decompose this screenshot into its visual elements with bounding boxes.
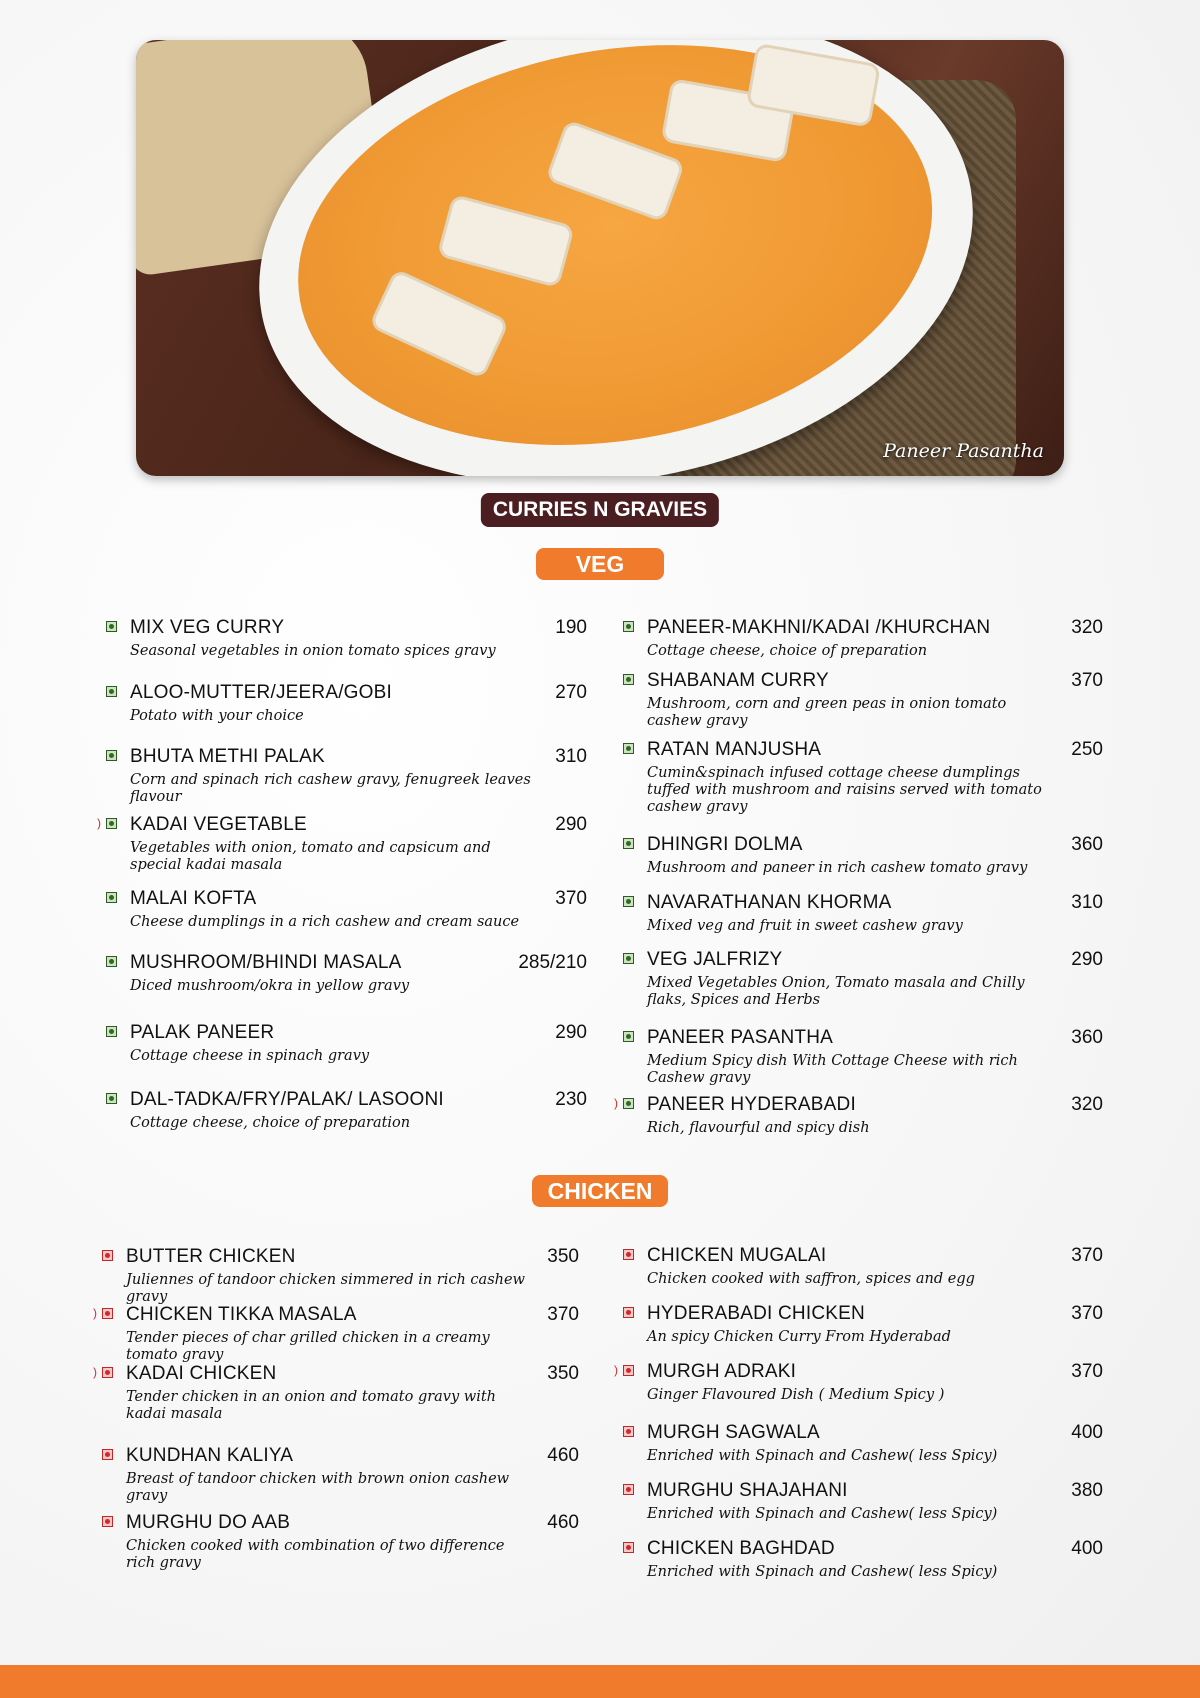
item-price: 400: [1071, 1422, 1103, 1443]
veg-heading: VEG: [536, 548, 664, 580]
item-price: 400: [1071, 1538, 1103, 1559]
item-name: MALAI KOFTA: [130, 888, 257, 909]
item-description: Potato with your choice: [130, 708, 304, 724]
item-price: 370: [1071, 670, 1103, 691]
veg-icon: [623, 743, 634, 754]
veg-icon: [106, 1093, 117, 1104]
menu-item: [647, 1303, 1103, 1346]
item-price: 190: [555, 617, 587, 638]
item-price: 380: [1071, 1480, 1103, 1501]
veg-icon: [623, 621, 634, 632]
veg-icon: [623, 953, 634, 964]
veg-icon: [106, 818, 117, 829]
item-price: 350: [547, 1363, 579, 1384]
menu-item: [126, 1246, 579, 1306]
menu-item: [647, 949, 1103, 1009]
item-description: Tender chicken in an onion and tomato gravy with kadai masala: [126, 1389, 497, 1422]
item-description: Juliennes of tandoor chicken simmered in rich cashew gravy: [126, 1272, 525, 1305]
non-veg-icon: [102, 1308, 113, 1319]
item-name: CHICKEN BAGHDAD: [647, 1538, 835, 1559]
item-description: Seasonal vegetables in onion tomato spices gravy: [130, 643, 496, 659]
item-description: Diced mushroom/okra in yellow gravy: [130, 978, 410, 994]
non-veg-icon: [623, 1365, 634, 1376]
non-veg-icon: [102, 1516, 113, 1527]
item-description: Mixed veg and fruit in sweet cashew gravy: [647, 918, 963, 934]
menu-item: [93, 1304, 579, 1364]
item-name: CHICKEN TIKKA MASALA: [126, 1304, 357, 1325]
menu-item: [647, 670, 1103, 730]
item-price: 290: [555, 1022, 587, 1043]
non-veg-icon: [102, 1449, 113, 1460]
section-title: CURRIES N GRAVIES: [481, 493, 719, 527]
item-name: CHICKEN MUGALAI: [647, 1245, 827, 1266]
menu-item: [647, 1027, 1103, 1087]
non-veg-icon: [623, 1542, 634, 1553]
item-description: Mushroom, corn and green peas in onion tomato cashew gravy: [647, 696, 1007, 729]
item-price: 290: [555, 814, 587, 835]
item-name: KUNDHAN KALIYA: [126, 1445, 294, 1466]
item-price: 285/210: [518, 952, 587, 973]
menu-item: [647, 834, 1103, 877]
menu-item: [614, 1361, 1103, 1404]
photo-caption: Paneer Pasantha: [883, 440, 1044, 462]
marker-icon: ): [93, 1306, 97, 1320]
menu-item: [647, 1245, 1103, 1288]
veg-icon: [106, 892, 117, 903]
item-description: Enriched with Spinach and Cashew( less Spicy): [647, 1564, 998, 1580]
item-name: DHINGRI DOLMA: [647, 834, 803, 855]
veg-icon: [623, 838, 634, 849]
item-description: An spicy Chicken Curry From Hyderabad: [647, 1329, 951, 1345]
non-veg-icon: [623, 1249, 634, 1260]
item-price: 290: [1071, 949, 1103, 970]
item-description: Corn and spinach rich cashew gravy, fenugreek leaves flavour: [130, 772, 531, 805]
item-name: MURGHU DO AAB: [126, 1512, 291, 1533]
item-name: VEG JALFRIZY: [647, 949, 783, 970]
menu-item: [130, 1022, 587, 1065]
item-description: Enriched with Spinach and Cashew( less Spicy): [647, 1448, 998, 1464]
item-price: 310: [1071, 892, 1103, 913]
veg-icon: [623, 674, 634, 685]
item-description: Chicken cooked with saffron, spices and egg: [647, 1271, 975, 1287]
item-name: MURGH SAGWALA: [647, 1422, 820, 1443]
menu-item: [126, 1445, 579, 1505]
item-description: Ginger Flavoured Dish ( Medium Spicy ): [647, 1387, 945, 1403]
item-price: 320: [1071, 1094, 1103, 1115]
item-description: Chicken cooked with combination of two difference rich gravy: [126, 1538, 505, 1571]
item-price: 460: [547, 1445, 579, 1466]
item-description: Cottage cheese, choice of preparation: [130, 1115, 411, 1131]
item-name: PANEER HYDERABADI: [647, 1094, 856, 1115]
item-name: PANEER PASANTHA: [647, 1027, 834, 1048]
item-price: 360: [1071, 1027, 1103, 1048]
veg-icon: [106, 956, 117, 967]
item-price: 350: [547, 1246, 579, 1267]
non-veg-icon: [102, 1367, 113, 1378]
item-description: Mushroom and paneer in rich cashew tomato gravy: [647, 860, 1028, 876]
veg-icon: [623, 1098, 634, 1109]
menu-item: [614, 1094, 1103, 1137]
item-name: DAL-TADKA/FRY/PALAK/ LASOONI: [130, 1089, 444, 1110]
item-description: Cottage cheese, choice of preparation: [647, 643, 928, 659]
non-veg-icon: [623, 1307, 634, 1318]
item-name: MURGH ADRAKI: [647, 1361, 797, 1382]
veg-icon: [106, 686, 117, 697]
item-price: 320: [1071, 617, 1103, 638]
footer-bar: [0, 1665, 1200, 1698]
non-veg-icon: [623, 1484, 634, 1495]
menu-item: [97, 814, 587, 874]
non-veg-icon: [102, 1250, 113, 1261]
menu-item: [647, 739, 1103, 816]
menu-item: [130, 888, 587, 931]
item-price: 370: [1071, 1303, 1103, 1324]
item-name: SHABANAM CURRY: [647, 670, 829, 691]
chicken-heading: CHICKEN: [532, 1175, 668, 1207]
item-name: MUSHROOM/BHINDI MASALA: [130, 952, 402, 973]
item-description: Cheese dumplings in a rich cashew and cream sauce: [130, 914, 520, 930]
item-price: 310: [555, 746, 587, 767]
item-description: Cumin&spinach infused cottage cheese dumplings tuffed with mushroom and raisins served with tomato cashew gravy: [647, 765, 1042, 815]
item-description: Breast of tandoor chicken with brown onion cashew gravy: [126, 1471, 510, 1504]
menu-item: [130, 746, 587, 806]
veg-icon: [623, 896, 634, 907]
item-price: 370: [555, 888, 587, 909]
menu-item: [647, 1480, 1103, 1523]
item-price: 250: [1071, 739, 1103, 760]
item-name: HYDERABADI CHICKEN: [647, 1303, 865, 1324]
item-price: 370: [547, 1304, 579, 1325]
non-veg-icon: [623, 1426, 634, 1437]
item-price: 270: [555, 682, 587, 703]
item-price: 460: [547, 1512, 579, 1533]
item-name: PALAK PANEER: [130, 1022, 275, 1043]
item-description: Enriched with Spinach and Cashew( less Spicy): [647, 1506, 998, 1522]
marker-icon: ): [97, 816, 101, 830]
marker-icon: ): [614, 1363, 618, 1377]
menu-item: [130, 1089, 587, 1132]
item-name: BHUTA METHI PALAK: [130, 746, 325, 767]
menu-item: [130, 682, 587, 725]
menu-item: [647, 617, 1103, 660]
item-price: 360: [1071, 834, 1103, 855]
item-name: MURGHU SHAJAHANI: [647, 1480, 848, 1501]
menu-item: [130, 617, 587, 660]
item-name: KADAI CHICKEN: [126, 1363, 277, 1384]
menu-item: [647, 1422, 1103, 1465]
item-name: NAVARATHANAN KHORMA: [647, 892, 892, 913]
item-description: Medium Spicy dish With Cottage Cheese with rich Cashew gravy: [647, 1053, 1018, 1086]
veg-icon: [623, 1031, 634, 1042]
item-price: 370: [1071, 1245, 1103, 1266]
menu-item: [130, 952, 587, 995]
dish-photo: [136, 40, 1064, 476]
item-price: 230: [555, 1089, 587, 1110]
item-name: PANEER-MAKHNI/KADAI /KHURCHAN: [647, 617, 991, 638]
item-description: Vegetables with onion, tomato and capsicum and special kadai masala: [130, 840, 491, 873]
item-name: MIX VEG CURRY: [130, 617, 285, 638]
item-description: Cottage cheese in spinach gravy: [130, 1048, 370, 1064]
item-description: Mixed Vegetables Onion, Tomato masala and Chilly flaks, Spices and Herbs: [647, 975, 1025, 1008]
veg-icon: [106, 621, 117, 632]
menu-item: [647, 1538, 1103, 1581]
item-name: RATAN MANJUSHA: [647, 739, 822, 760]
menu-item: [647, 892, 1103, 935]
veg-icon: [106, 750, 117, 761]
item-description: Tender pieces of char grilled chicken in a creamy tomato gravy: [126, 1330, 490, 1363]
marker-icon: ): [614, 1096, 618, 1110]
menu-item: [93, 1363, 579, 1423]
item-description: Rich, flavourful and spicy dish: [647, 1120, 870, 1136]
menu-item: [126, 1512, 579, 1572]
item-price: 370: [1071, 1361, 1103, 1382]
marker-icon: ): [93, 1365, 97, 1379]
item-name: ALOO-MUTTER/JEERA/GOBI: [130, 682, 392, 703]
veg-icon: [106, 1026, 117, 1037]
item-name: KADAI VEGETABLE: [130, 814, 307, 835]
item-name: BUTTER CHICKEN: [126, 1246, 296, 1267]
